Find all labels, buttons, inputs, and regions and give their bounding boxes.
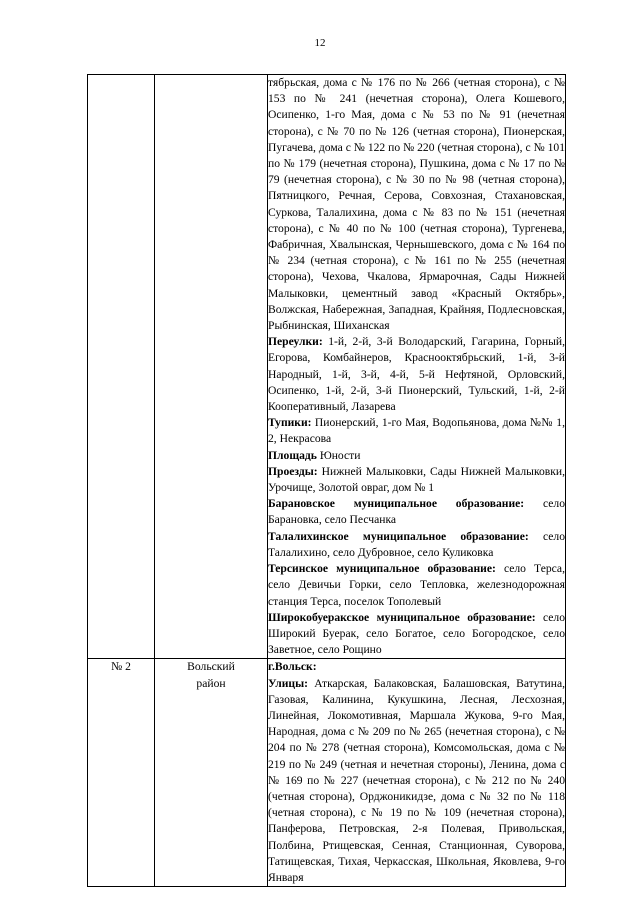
territory-paragraph <box>268 529 565 561</box>
paragraph-text: Пионерский, 1-го Мая, Водопьянова, дома №№ 1, 2, Некрасова <box>268 416 565 446</box>
paragraph-heading: Переулки: <box>268 335 329 349</box>
paragraph-heading: Терсинское муниципальное образование: <box>268 562 504 576</box>
district-cell <box>155 75 268 659</box>
row-number-cell <box>88 75 155 659</box>
district-name-line: район <box>196 676 226 690</box>
paragraph-heading: Талалихинское муниципальное образование: <box>268 529 543 543</box>
territory-paragraph <box>268 561 565 610</box>
paragraph-text: Нижней Малыковки, Сады Нижней Малыковки, Урочище, Золотой овраг, дом № 1 <box>268 464 565 495</box>
territory-paragraph <box>268 676 565 887</box>
district-cell <box>155 659 268 887</box>
paragraph-heading: Тупики: <box>268 416 315 430</box>
territory-paragraph <box>268 464 565 496</box>
territory-paragraph <box>268 659 565 675</box>
paragraph-text: село Талалихино, село Дубровное, село Куликовка <box>268 529 565 559</box>
paragraph-text: Юности <box>319 448 361 462</box>
district-name-line: Вольский <box>187 660 235 674</box>
territory-paragraph <box>268 334 565 415</box>
paragraph-text: 1-й, 2-й, 3-й Володарский, Гагарина, Горный, Егорова, Комбайнеров, Краснооктябрьский, 1-й, 3-й Народный, 1-й, 3-й, 4-й, 5-й Нефтяной, Орловский, Осипенко, 1-й, 2-й, 3-й Пионерский, Тульский, 1-й, 2-й Кооперативный, Лазарева <box>268 335 565 414</box>
territory-paragraph <box>268 415 565 447</box>
territory-description-cell <box>268 75 566 659</box>
territory-paragraph <box>268 448 565 464</box>
paragraph-text: тябрьская, дома с № 176 по № 266 (четная сторона), с № 153 по № 241 (нечетная сторона), Олега Кошевого, Осипенко, 1-го Мая, дома с № 53 по № 91 (нечетная сторона), с № 70 по № 126 (четная сторона), Пионерская, Пугачева, дома с № 122 по № 220 (четная сторона), с № 101 по № 179 (нечетная сторона), Пушкина, дома с № 17 по № 79 (нечетная сторона), с № 30 по № 98 (четная сторона), Пятницкого, Речная, Серова, Совхозная, Стахановская, Суркова, Талалихина, дома с № 83 по № 151 (нечетная сторона), с № 40 по № 100 (четная сторона), Тургенева, Фабричная, Хвалынская, Чернышевского, дома с № 164 по № 234 (четная сторона), с № 161 по № 255 (нечетная сторона), Чехова, Чкалова, Ярмарочная, Сады Нижней Малыковки, цементный завод «Красный Октябрь», Волжская, Набережная, Западная, Крайняя, Подлесновская, Рыбнинская, Шиханская <box>268 76 565 333</box>
paragraph-heading: Широкобуеракское муниципальное образование: <box>268 610 543 624</box>
table-row <box>88 75 566 659</box>
paragraph-heading: Проезды: <box>268 464 322 478</box>
page-number: 12 <box>314 37 326 49</box>
table-row <box>88 659 566 887</box>
territory-paragraph <box>268 610 565 659</box>
paragraph-text: село Широкий Буерак, село Богатое, село Богородское, село Заветное, село Рощино <box>268 610 565 657</box>
district-table <box>87 74 566 887</box>
paragraph-text: село Терса, село Девичьи Горки, село Тепловка, железнодорожная станция Терса, поселок Тополевый <box>268 562 565 608</box>
territory-description-cell <box>268 659 566 887</box>
paragraph-heading: г.Вольск: <box>268 660 317 674</box>
paragraph-heading: Улицы: <box>268 676 315 690</box>
territory-paragraph <box>268 496 565 528</box>
row-number-cell: № 2 <box>88 659 155 887</box>
paragraph-heading: Барановское муниципальное образование: <box>268 497 543 511</box>
territory-paragraph <box>268 75 565 334</box>
paragraph-text: Аткарская, Балаковская, Балашовская, Ватутина, Газовая, Калинина, Кукушкина, Лесная, Лесхозная, Линейная, Локомотивная, Маршала Жукова, 9-го Мая, Народная, дома с № 209 по № 265 (нечетная сторона), с № 204 по № 278 (четная сторона), Комсомольская, дома с № 219 по № 249 (четная и нечетная стороны), Ленина, дома с № 169 по № 227 (нечетная сторона), с № 212 по № 240 (четная сторона), Орджоникидзе, дома с № 32 по № 118 (четная сторона), с № 19 по № 109 (нечетная сторона), Панферова, Петровская, 2-я Полевая, Привольская, Полбина, Ртищевская, Сенная, Станционная, Суворова, Татищевская, Тихая, Черкасская, Школьная, Яковлева, 9-го Января <box>268 676 565 884</box>
paragraph-heading: Площадь <box>268 448 320 462</box>
paragraph-text: село Барановка, село Песчанка <box>268 497 565 527</box>
